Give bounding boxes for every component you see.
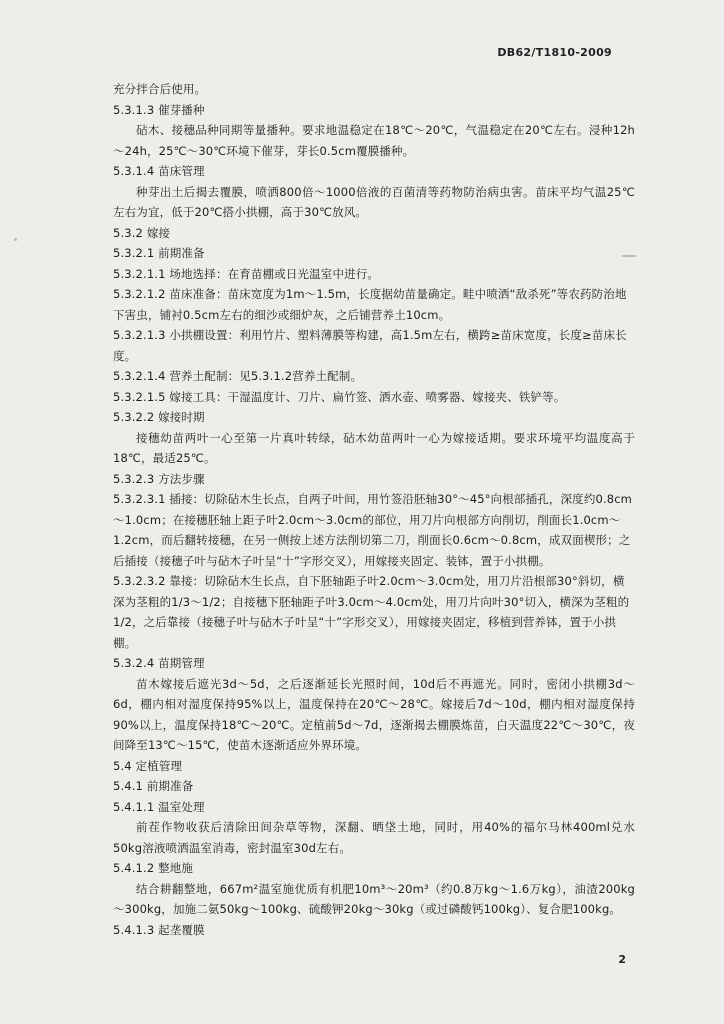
- paragraph: 前茬作物收获后清除田间杂草等物，深翻、晒垡土地，同时，用40%的福尔马林400ml兑水50kg溶液喷洒温室消毒，密封温室30d左右。: [113, 820, 635, 855]
- paragraph: 结合耕翻整地，667m²温室施优质有机肥10m³～20m³（约0.8万kg～1.6万kg），油渣200kg～300kg，加施二氨50kg～100kg、硫酸钾20kg～30kg（或过磷酸钙100kg）、复合肥100kg。: [113, 881, 635, 916]
- paragraph: 砧木、接穗品种同期等量播种。要求地温稳定在18℃～20℃，气温稳定在20℃左右。浸种12h～24h，25℃～30℃环境下催芽，芽长0.5cm覆膜播种。: [113, 123, 635, 158]
- section-heading: 5.3.1.3 催芽播种: [113, 102, 205, 117]
- section-heading: 5.3.2.3 方法步骤: [113, 471, 205, 486]
- section-heading: 5.3.2 嫁接: [113, 225, 171, 240]
- section-heading: 5.3.2.4 苗期管理: [113, 656, 205, 670]
- scan-speck: [14, 238, 17, 241]
- section-heading: 5.3.2.1 前期准备: [113, 246, 205, 260]
- clause-item: 5.3.2.1.5 嫁接工具：干湿温度计、刀片、扁竹签、洒水壶、喷雾器、嫁接夹、铁铲等。: [113, 389, 566, 404]
- body-text: [113, 79, 635, 940]
- section-heading: 5.4.1 前期准备: [113, 779, 194, 793]
- text-line: 充分拌合后使用。: [113, 82, 207, 96]
- section-heading: 5.4 定植管理: [113, 758, 183, 773]
- paragraph: 种芽出土后揭去覆膜，喷洒800倍～1000倍液的百菌清等药物防治病虫害。苗床平均气温25℃左右为宜，低于20℃搭小拱棚，高于30℃放风。: [113, 184, 635, 219]
- clause-item: 5.3.2.1.2 苗床准备：苗床宽度为1m～1.5m，长度据幼苗量确定。畦中喷洒“敌杀死”等农药防治地下害虫，铺衬0.5cm左右的细沙或细炉灰，之后铺营养土10cm。: [113, 287, 627, 322]
- clause-item: 5.3.2.1.1 场地选择：在育苗棚或日光温室中进行。: [113, 266, 380, 281]
- section-heading: 5.3.2.2 嫁接时期: [113, 410, 205, 424]
- clause-item: 5.3.2.1.4 营养土配制：见5.3.1.2营养土配制。: [113, 369, 363, 383]
- paragraph: 苗木嫁接后遮光3d～5d，之后逐渐延长光照时间，10d后不再遮光。同时，密闭小拱棚3d～6d，棚内相对湿度保持95%以上，温度保持在20℃～28℃。嫁接后7d～10d，棚内相对湿度保持90%以上，温度保持18℃～20℃。定植前5d～7d，逐渐揭去棚膜炼苗，白天温度22℃～30℃，夜间降至13℃～15℃，使苗木逐渐适应外界环境。: [113, 676, 635, 752]
- section-heading: 5.3.1.4 苗床管理: [113, 164, 205, 178]
- paragraph: 接穗幼苗两叶一心至第一片真叶转绿，砧木幼苗两叶一心为嫁接适期。要求环境平均温度高于18℃，最适25℃。: [113, 430, 635, 465]
- section-heading: 5.4.1.1 温室处理: [113, 799, 205, 814]
- standard-code: DB62/T1810-2009: [497, 46, 612, 59]
- section-heading: 5.4.1.3 起垄覆膜: [113, 922, 205, 937]
- clause-item: 5.3.2.3.2 靠接：切除砧木生长点，自下胚轴距子叶2.0cm～3.0cm处，用刀片沿根部30°斜切，横深为茎粗的1/3～1/2；自接穗下胚轴距子叶3.0cm～4.0cm处，用刀片向叶30°切入，横深为茎粗的1/2，之后靠接（接穗子叶与砧木子叶呈“十”字形交叉），用嫁接夹固定，移植到营养钵，置于小拱棚。: [113, 574, 630, 650]
- section-heading: 5.4.1.2 整地施: [113, 861, 194, 875]
- clause-item: 5.3.2.3.1 插接：切除砧木生长点，自两子叶间，用竹签沿胚轴30°～45°向根部插孔，深度约0.8cm～1.0cm；在接穗胚轴上距子叶2.0cm～3.0cm的部位，用刀片向根部方向削切，削面长1.0cm～1.2cm，而后翻转接穗，在另一侧按上述方法削切第二刀，削面长0.6cm～0.8cm，成双面楔形；之后插接（接穗子叶与砧木子叶呈“十”字形交叉），用嫁接夹固定、装钵，置于小拱棚。: [113, 492, 633, 568]
- page-number: 2: [618, 953, 626, 966]
- clause-item: 5.3.2.1.3 小拱棚设置：利用竹片、塑料薄膜等构建，高1.5m左右，横跨≥苗床宽度，长度≥苗床长度。: [113, 328, 627, 363]
